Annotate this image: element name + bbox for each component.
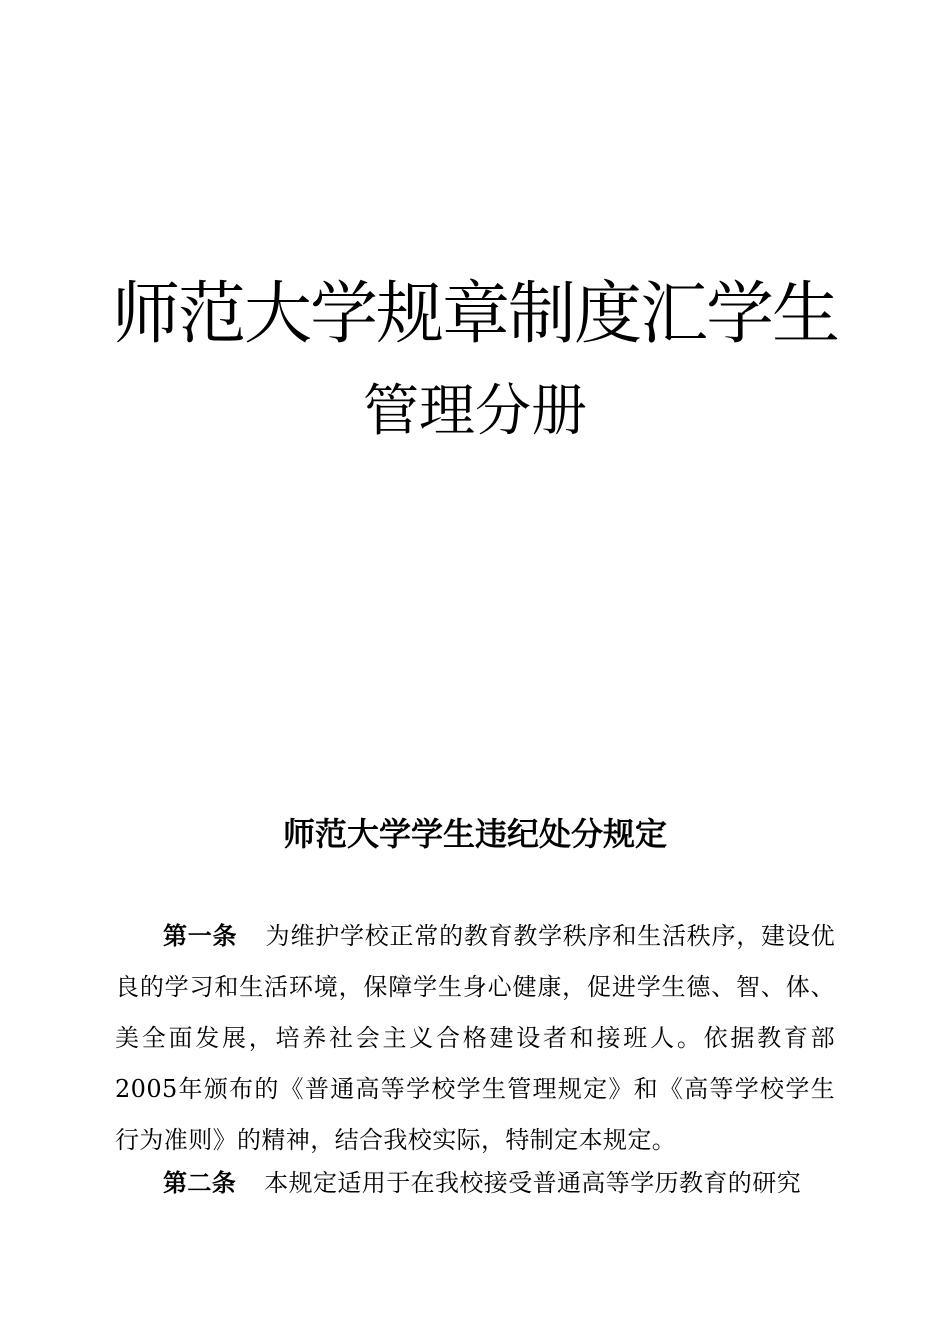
article-1-text: 为维护学校正常的教育教学秩序和生活秩序，建设优良的学习和生活环境，保障学生身心健康，促进学生德、智、体、美全面发展，培养社会主义合格建设者和接班人。依据教育部2005年颁布的《普通高等学校学生管理规定》和《高等学校学生行为准则》的精神，结合我校实际，特制定本规定。: [115, 922, 835, 1154]
article-2-number: 第二条: [163, 1168, 237, 1197]
article-2-text: 本规定适用于在我校接受普通高等学历教育的研究: [264, 1169, 802, 1197]
section-title: 师范大学学生违纪处分规定: [282, 815, 667, 853]
cover-title-line-2: 管理分册: [363, 379, 587, 444]
article-1-number: 第一条: [163, 921, 238, 950]
cover-title-line-1: 师范大学规章制度汇学生: [111, 275, 838, 354]
article-2: [115, 1157, 835, 1209]
article-1: [115, 910, 835, 1166]
